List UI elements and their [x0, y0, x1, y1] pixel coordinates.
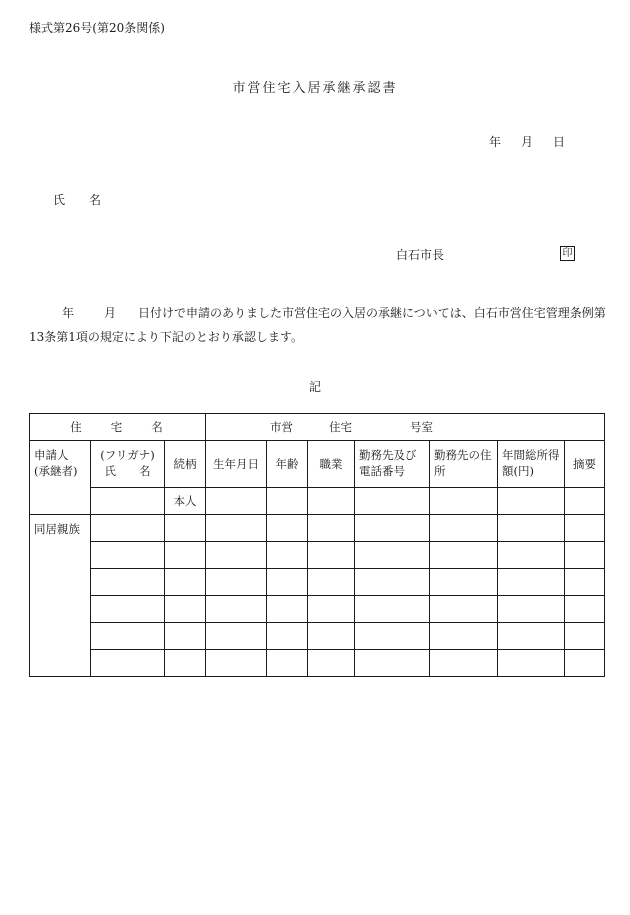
table-cell[interactable] — [165, 623, 206, 650]
housing-jutaku: 住宅 — [329, 420, 353, 434]
table-cell[interactable] — [91, 542, 165, 569]
name-header — [91, 441, 165, 488]
housing-name-value — [206, 414, 605, 441]
table-cell[interactable] — [91, 650, 165, 677]
table-cell[interactable] — [308, 515, 355, 542]
table-cell[interactable] — [206, 542, 267, 569]
body-month: 月 — [104, 306, 117, 320]
table-cell[interactable] — [565, 488, 605, 515]
table-cell[interactable] — [565, 542, 605, 569]
income-header: 年間総所得額(円) — [498, 441, 565, 488]
table-cell[interactable] — [498, 542, 565, 569]
table-cell[interactable] — [267, 623, 308, 650]
successor-detail-table — [29, 413, 605, 677]
table-cell[interactable] — [565, 515, 605, 542]
table-cell[interactable] — [565, 596, 605, 623]
table-cell[interactable] — [165, 542, 206, 569]
table-cell[interactable] — [308, 650, 355, 677]
birthdate-header: 生年月日 — [206, 441, 267, 488]
ki-heading: 記 — [308, 380, 321, 394]
relation-header: 続柄 — [165, 441, 206, 488]
body-year: 年 — [62, 306, 75, 320]
form-number: 様式第26号(第20条関係) — [29, 21, 165, 35]
header-row — [30, 441, 605, 488]
housing-room: 号室 — [410, 420, 434, 434]
family-row — [30, 623, 605, 650]
table-cell[interactable] — [308, 542, 355, 569]
table-cell[interactable] — [267, 569, 308, 596]
table-cell[interactable] — [91, 569, 165, 596]
housing-city: 市営 — [270, 420, 294, 434]
remarks-header: 摘要 — [565, 441, 605, 488]
table-cell[interactable] — [206, 488, 267, 515]
table-cell[interactable] — [206, 596, 267, 623]
successor-label: (承継者) — [34, 464, 78, 478]
applicant-header — [30, 441, 91, 515]
table-cell[interactable] — [165, 515, 206, 542]
table-cell[interactable] — [565, 623, 605, 650]
table-cell[interactable] — [498, 596, 565, 623]
table-cell[interactable] — [355, 542, 430, 569]
table-cell[interactable] — [308, 488, 355, 515]
table-cell[interactable] — [498, 488, 565, 515]
approval-body-text — [29, 301, 607, 349]
document-title: 市営住宅入居承継承認書 — [232, 81, 398, 96]
table-cell[interactable] — [165, 569, 206, 596]
table-cell[interactable] — [206, 515, 267, 542]
issuer: 白石市長 — [396, 248, 445, 262]
table-cell[interactable] — [206, 569, 267, 596]
family-row — [30, 596, 605, 623]
table-cell[interactable] — [355, 515, 430, 542]
table-cell[interactable] — [91, 596, 165, 623]
table-cell[interactable] — [430, 488, 498, 515]
workplace-phone-header: 勤務先及び電話番号 — [355, 441, 430, 488]
table-cell[interactable] — [430, 623, 498, 650]
family-row — [30, 569, 605, 596]
table-cell[interactable] — [91, 623, 165, 650]
table-cell[interactable] — [498, 650, 565, 677]
seal-mark: 印 — [560, 246, 575, 261]
applicant-label: 申請人 — [34, 448, 69, 462]
family-row — [30, 542, 605, 569]
table-cell[interactable] — [355, 569, 430, 596]
table-cell[interactable] — [498, 623, 565, 650]
table-cell[interactable] — [430, 542, 498, 569]
table-cell[interactable] — [498, 515, 565, 542]
table-cell[interactable] — [267, 650, 308, 677]
date-year: 年 — [489, 135, 502, 149]
family-row — [30, 515, 605, 542]
date-month: 月 — [521, 135, 534, 149]
self-name-cell[interactable] — [91, 488, 165, 515]
table-cell[interactable] — [355, 623, 430, 650]
table-cell[interactable] — [165, 650, 206, 677]
housing-name-row — [30, 414, 605, 441]
table-cell[interactable] — [355, 488, 430, 515]
workplace-address-header: 勤務先の住所 — [430, 441, 498, 488]
table-cell[interactable] — [165, 596, 206, 623]
recipient-name-label: 氏 名 — [53, 193, 102, 207]
table-cell[interactable] — [308, 623, 355, 650]
self-relation-cell: 本人 — [165, 488, 206, 515]
table-cell[interactable] — [355, 596, 430, 623]
family-row — [30, 650, 605, 677]
table-cell[interactable] — [267, 488, 308, 515]
self-row — [30, 488, 605, 515]
furigana-label: (フリガナ) — [100, 448, 155, 462]
job-header: 職業 — [308, 441, 355, 488]
table-cell[interactable] — [430, 569, 498, 596]
table-cell[interactable] — [498, 569, 565, 596]
table-cell[interactable] — [267, 515, 308, 542]
housing-name-label: 住 宅 名 — [30, 414, 206, 441]
table-cell[interactable] — [430, 650, 498, 677]
table-cell[interactable] — [430, 515, 498, 542]
table-cell[interactable] — [308, 569, 355, 596]
family-label: 同居親族 — [30, 515, 91, 677]
table-cell[interactable] — [355, 650, 430, 677]
date-line — [489, 133, 565, 150]
table-cell[interactable] — [91, 515, 165, 542]
table-cell[interactable] — [308, 596, 355, 623]
table-cell[interactable] — [267, 542, 308, 569]
table-cell[interactable] — [565, 569, 605, 596]
date-day: 日 — [553, 135, 566, 149]
body-text: 日付けで申請のありました市営住宅の入居の承継については、白石市営住宅管理条例第13条第1項の規定により下記のとおり承認します。 — [29, 306, 606, 344]
table-cell[interactable] — [267, 596, 308, 623]
table-cell[interactable] — [430, 596, 498, 623]
table-cell[interactable] — [206, 650, 267, 677]
age-header: 年齢 — [267, 441, 308, 488]
table-cell[interactable] — [565, 650, 605, 677]
table-cell[interactable] — [206, 623, 267, 650]
name-label: 氏 名 — [104, 464, 151, 478]
